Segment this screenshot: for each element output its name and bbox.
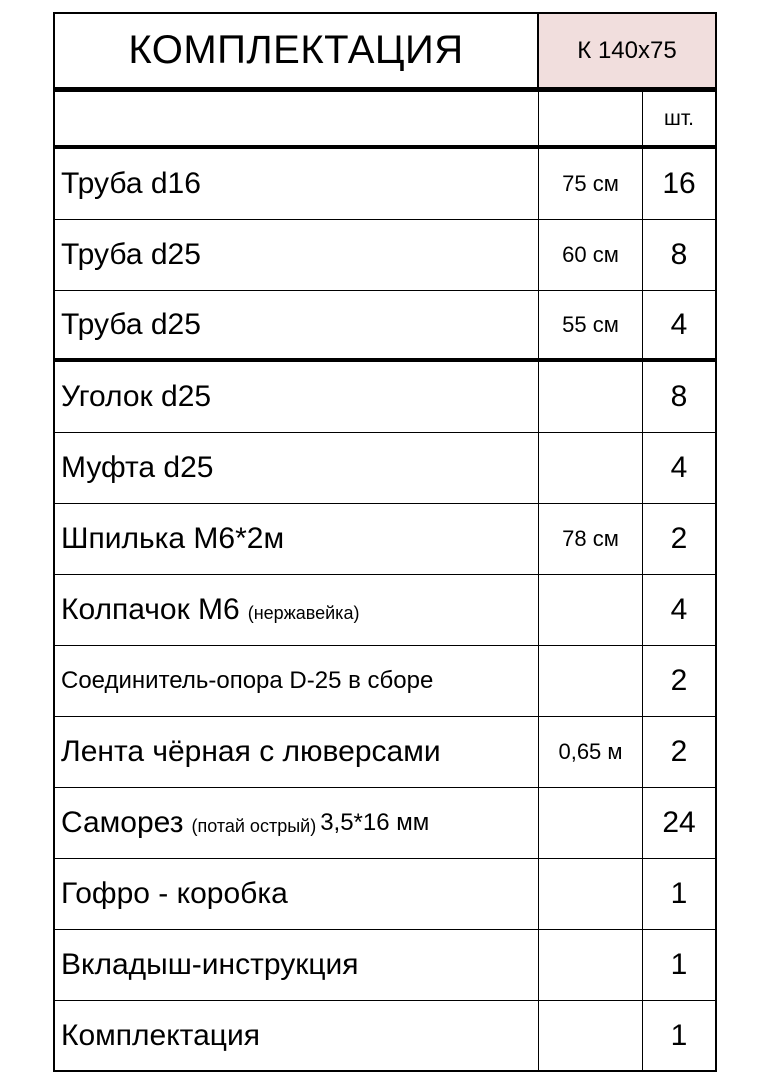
table-row	[53, 220, 717, 291]
table-row	[53, 504, 717, 575]
table-row	[53, 149, 717, 220]
item-length: 75 см	[539, 149, 643, 219]
item-qty: 8	[670, 238, 688, 271]
item-qty: 4	[670, 593, 688, 626]
item-name: Гофро - коробка	[61, 877, 288, 910]
item-length	[539, 575, 643, 645]
page-title: КОМПЛЕКТАЦИЯ	[55, 14, 539, 87]
units-row	[53, 92, 717, 149]
model-badge: К 140х75	[539, 14, 715, 87]
item-qty: 2	[670, 522, 688, 555]
item-qty: 4	[670, 307, 688, 341]
item-length	[539, 930, 643, 1000]
table-row	[53, 859, 717, 930]
units-name-cell	[55, 92, 539, 145]
item-name: Комплектация	[61, 1018, 260, 1052]
item-name: Уголок d25	[61, 380, 212, 413]
kit-table	[53, 12, 717, 1072]
item-qty: 1	[670, 948, 688, 981]
table-header	[53, 12, 717, 92]
item-note: (нержавейка)	[247, 602, 360, 623]
item-length	[539, 362, 643, 432]
item-name: Труба d25	[61, 238, 201, 271]
item-name: Вкладыш-инструкция	[61, 948, 359, 981]
item-length	[539, 1001, 643, 1070]
table-row	[53, 362, 717, 433]
item-qty: 16	[662, 167, 696, 200]
item-qty: 2	[670, 735, 688, 768]
units-label: шт.	[664, 106, 694, 130]
item-name: Шпилька М6*2м	[61, 522, 285, 555]
table-row	[53, 930, 717, 1001]
item-length	[539, 646, 643, 716]
item-qty: 2	[670, 664, 688, 697]
table-row	[53, 1001, 717, 1072]
table-row	[53, 788, 717, 859]
units-length-cell	[539, 92, 643, 145]
table-row	[53, 433, 717, 504]
table-row	[53, 291, 717, 362]
item-length: 60 см	[539, 220, 643, 290]
item-qty: 1	[670, 1018, 688, 1052]
item-length	[539, 859, 643, 929]
item-qty: 8	[670, 380, 688, 413]
item-name: Соединитель-опора D-25 в сборе	[61, 667, 434, 694]
item-length: 78 см	[539, 504, 643, 574]
item-name: Труба d16	[61, 167, 201, 200]
table-row	[53, 717, 717, 788]
item-name: Муфта d25	[61, 451, 214, 484]
table-row	[53, 575, 717, 646]
item-length	[539, 788, 643, 858]
item-name: Саморез	[61, 806, 184, 839]
item-note: (потай острый)	[191, 815, 317, 836]
item-name: Лента чёрная с люверсами	[61, 735, 441, 768]
item-qty: 1	[670, 877, 688, 910]
item-length: 55 см	[539, 291, 643, 358]
item-length	[539, 433, 643, 503]
item-qty: 24	[662, 806, 696, 839]
item-name: Колпачок М6	[61, 593, 240, 626]
item-qty: 4	[670, 451, 688, 484]
table-row	[53, 646, 717, 717]
item-length: 0,65 м	[539, 717, 643, 787]
item-name: Труба d25	[61, 307, 201, 341]
item-suffix: 3,5*16 мм	[320, 809, 430, 836]
